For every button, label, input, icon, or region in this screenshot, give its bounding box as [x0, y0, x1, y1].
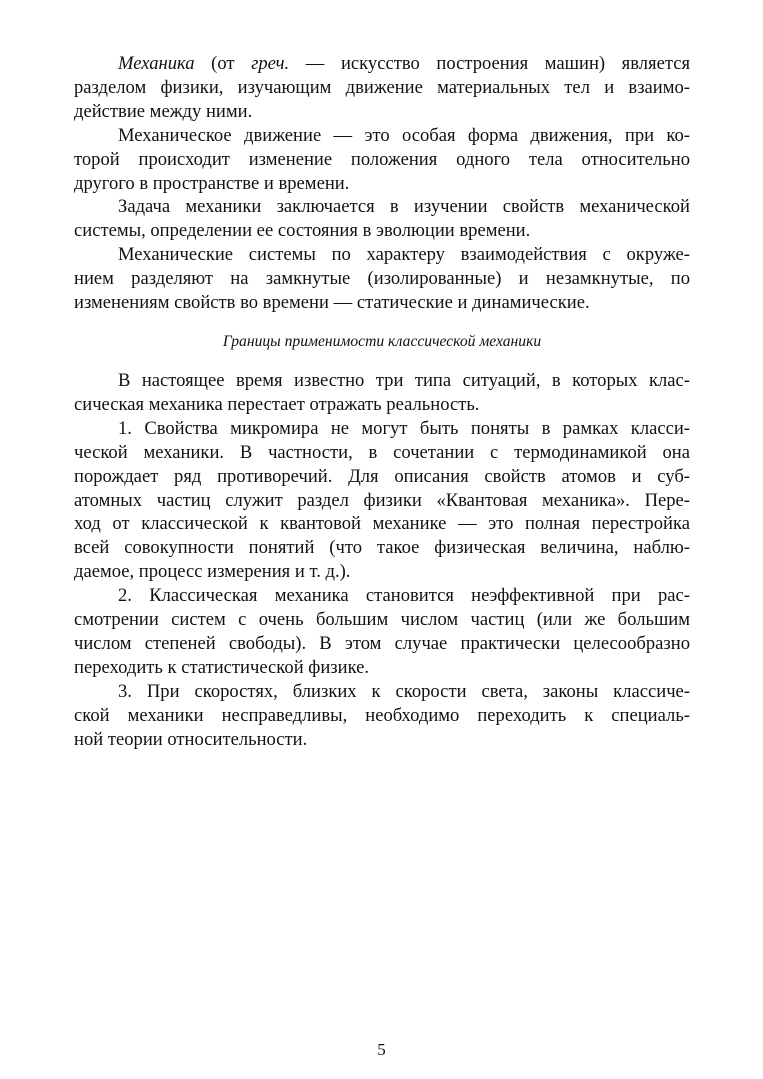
- paragraph-mechanical-systems: [74, 243, 690, 315]
- text-run: всей совокупности понятий (что такое физическая величина, наблю-: [74, 537, 690, 559]
- section-heading: Границы применимости классической механики: [222, 332, 542, 350]
- text-line: [74, 52, 690, 76]
- paragraph-item-1: [74, 417, 690, 584]
- text-run: Задача механики заключается в изучении свойств механической: [118, 196, 690, 218]
- page-number: 5: [377, 1040, 386, 1059]
- paragraph-item-3: [74, 680, 690, 752]
- text-run: торой происходит изменение положения одного тела относительно: [74, 148, 690, 170]
- text-run: Механические системы по характеру взаимодействия с окруже-: [118, 244, 690, 266]
- text-run: (от: [194, 53, 252, 74]
- text-line: [74, 489, 690, 513]
- paragraph-three-situations: [74, 369, 690, 417]
- text-run: 3. При скоростях, близких к скорости света, законы классиче-: [118, 680, 690, 702]
- text-run: числом степеней свободы). В этом случае практически целесообразно: [74, 632, 690, 654]
- text-line: [74, 124, 690, 148]
- applicability-section: [74, 369, 690, 752]
- text-line: [74, 632, 690, 656]
- text-run: разделом физики, изучающим движение материальных тел и взаимо-: [74, 76, 690, 98]
- text-run: нием разделяют на замкнутые (изолированные) и незамкнутые, по: [74, 268, 690, 290]
- text-run: атомных частиц служит раздел физики «Квантовая механика». Пере-: [74, 489, 690, 511]
- text-line: [74, 369, 690, 393]
- text-run: — искусство построения машин) является: [289, 53, 690, 74]
- text-line: [74, 728, 690, 752]
- text-run: ской механики несправедливы, необходимо переходить к специаль-: [74, 704, 690, 726]
- text-line: [74, 267, 690, 291]
- text-run: ной теории относительности.: [74, 728, 308, 750]
- text-run: ческой механики. В частности, в сочетании с термодинамикой она: [74, 441, 690, 463]
- italic-term: греч.: [251, 53, 290, 74]
- text-line: [74, 704, 690, 728]
- paragraph-mechanical-motion: [74, 124, 690, 196]
- text-line: [74, 291, 690, 315]
- text-run: В настоящее время известно три типа ситуаций, в которых клас-: [118, 369, 690, 391]
- text-line: [74, 441, 690, 465]
- text-line: [74, 656, 690, 680]
- paragraph-item-2: [74, 584, 690, 680]
- text-run: переходить к статистической физике.: [74, 656, 370, 678]
- intro-section: [74, 52, 690, 315]
- page-body: [74, 52, 690, 751]
- text-line: [74, 148, 690, 172]
- text-line: [74, 219, 690, 243]
- paragraph-mechanics-task: [74, 195, 690, 243]
- text-line: [74, 172, 690, 196]
- text-line: [74, 393, 690, 417]
- text-run: 1. Свойства микромира не могут быть поняты в рамках класси-: [118, 417, 690, 439]
- text-run: сическая механика перестает отражать реальность.: [74, 393, 480, 415]
- text-line: [74, 512, 690, 536]
- text-run: 2. Классическая механика становится неэффективной при рас-: [118, 585, 690, 607]
- text-run: Механическое движение — это особая форма движения, при ко-: [118, 124, 690, 146]
- text-line: [74, 536, 690, 560]
- text-line: [74, 100, 690, 124]
- text-line: [74, 465, 690, 489]
- text-line: [74, 608, 690, 632]
- text-run: другого в пространстве и времени.: [74, 172, 350, 194]
- text-line: [74, 584, 690, 608]
- text-line: [74, 76, 690, 100]
- text-run: даемое, процесс измерения и т. д.).: [74, 561, 351, 583]
- text-run: системы, определении ее состояния в эволюции времени.: [74, 220, 531, 242]
- text-run: порождает ряд противоречий. Для описания свойств атомов и суб-: [74, 465, 690, 487]
- text-line: [74, 560, 690, 584]
- paragraph-mechanics-definition: [74, 52, 690, 124]
- text-line: [74, 417, 690, 441]
- text-line: [74, 680, 690, 704]
- text-run: изменениям свойств во времени — статические и динамические.: [74, 292, 590, 314]
- text-line: [74, 195, 690, 219]
- italic-term: Механика: [118, 53, 195, 74]
- text-run: действие между ними.: [74, 100, 253, 122]
- text-line: [74, 243, 690, 267]
- text-run: смотрении систем с очень большим числом частиц (или же большим: [74, 609, 690, 631]
- text-run: ход от классической к квантовой механике — это полная перестройка: [74, 513, 690, 535]
